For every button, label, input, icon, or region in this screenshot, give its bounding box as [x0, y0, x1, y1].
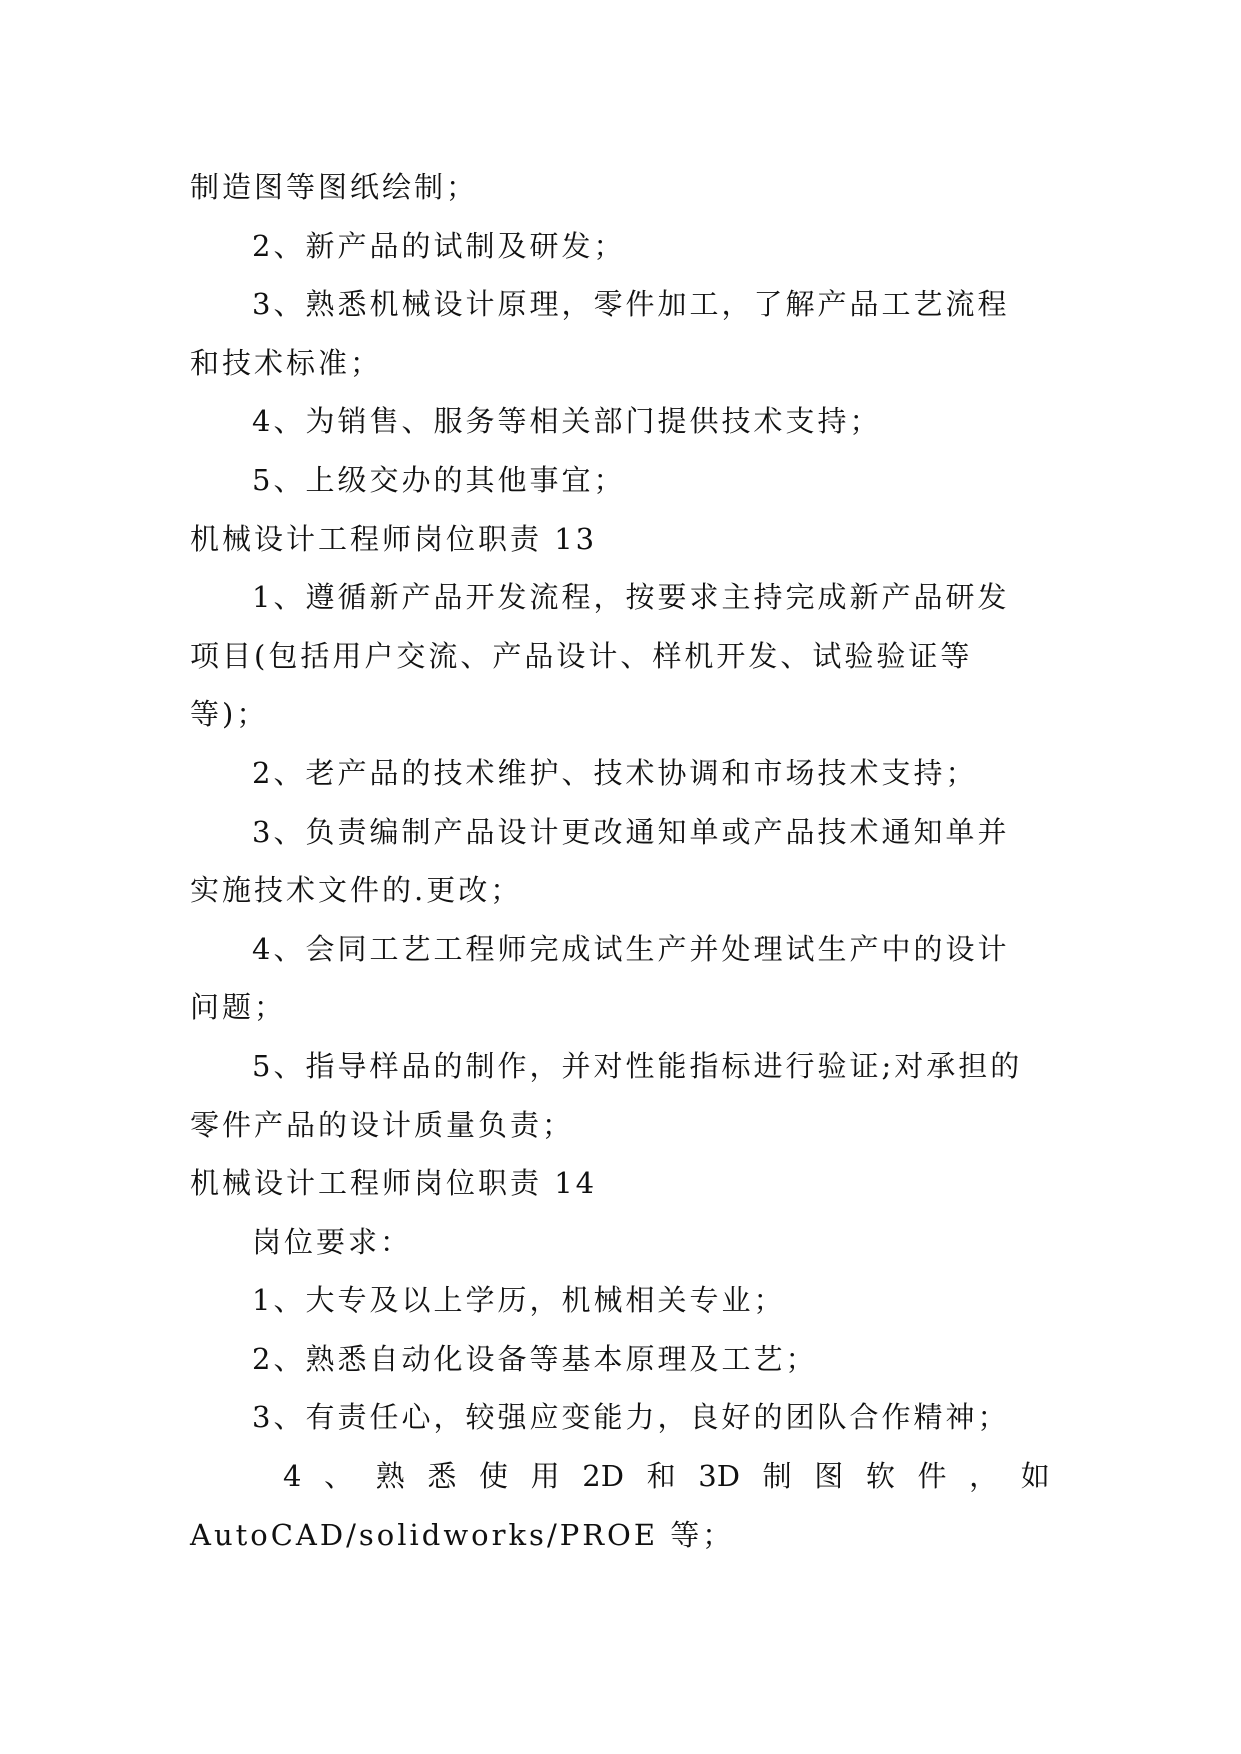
list-item: 4、为销售、服务等相关部门提供技术支持； — [252, 404, 882, 439]
document-body — [190, 158, 1050, 1564]
list-item: 2、老产品的技术维护、技术协调和市场技术支持； — [252, 755, 978, 790]
text-line: 等)； — [190, 697, 269, 732]
list-item: 3、有责任心，较强应变能力，良好的团队合作精神； — [252, 1400, 1010, 1435]
justified-token: 制 — [762, 1459, 792, 1494]
justified-token: 熟 — [375, 1459, 405, 1494]
text-line: 零件产品的设计质量负责； — [190, 1107, 575, 1142]
justified-token: 2D — [582, 1459, 624, 1494]
list-item: 1、遵循新产品开发流程，按要求主持完成新产品研发 — [252, 580, 1010, 615]
list-item: 5、指导样品的制作，并对性能指标进行验证;对承担的 — [252, 1048, 1023, 1083]
justified-token: 悉 — [427, 1459, 457, 1494]
justified-token: 件 — [917, 1459, 947, 1494]
justified-token: 使 — [479, 1459, 509, 1494]
text-line: 问题； — [190, 990, 287, 1025]
list-item: 3、负责编制产品设计更改通知单或产品技术通知单并 — [252, 814, 1010, 849]
justified-token: 如 — [1020, 1459, 1050, 1494]
justified-token: 和 — [646, 1459, 676, 1494]
list-item: 3、熟悉机械设计原理，零件加工，了解产品工艺流程 — [252, 287, 1010, 322]
justified-token: 图 — [814, 1459, 844, 1494]
justified-token: ， — [969, 1459, 999, 1494]
section-heading: 机械设计工程师岗位职责 14 — [190, 1166, 598, 1201]
text-line: 项目(包括用户交流、产品设计、样机开发、试验验证等 — [190, 638, 973, 673]
justified-token: 4 — [283, 1459, 302, 1494]
list-item: 4、会同工艺工程师完成试生产并处理试生产中的设计 — [252, 931, 1010, 966]
list-item: 2、熟悉自动化设备等基本原理及工艺； — [252, 1341, 818, 1376]
list-item: 2、新产品的试制及研发； — [252, 228, 626, 263]
text-line: 实施技术文件的.更改； — [190, 873, 523, 908]
section-heading: 机械设计工程师岗位职责 13 — [190, 521, 598, 556]
text-line: AutoCAD/solidworks/PROE 等； — [190, 1517, 735, 1552]
justified-token: 3D — [698, 1459, 740, 1494]
justified-list-item — [190, 1447, 1050, 1506]
text-line: 和技术标准； — [190, 345, 383, 380]
list-item: 5、上级交办的其他事宜； — [252, 462, 626, 497]
list-item: 1、大专及以上学历，机械相关专业； — [252, 1283, 786, 1318]
subheading: 岗位要求： — [252, 1224, 413, 1259]
justified-token: 用 — [530, 1459, 560, 1494]
justified-token: 、 — [324, 1459, 354, 1494]
text-line: 制造图等图纸绘制； — [190, 170, 479, 204]
justified-token: 软 — [865, 1459, 895, 1494]
